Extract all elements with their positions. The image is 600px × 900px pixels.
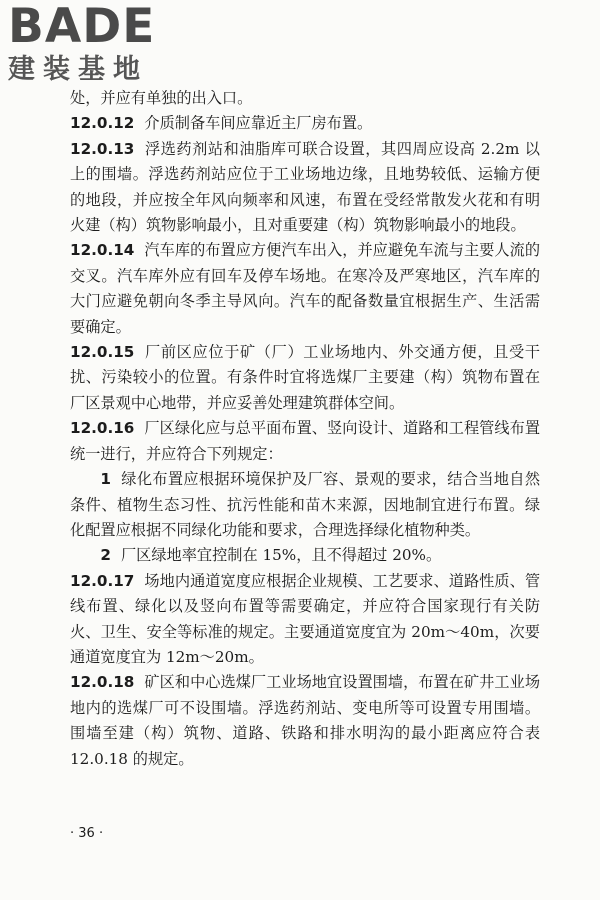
item-text: 厂区绿地率宜控制在 15%，且不得超过 20%。 bbox=[120, 546, 442, 565]
item-number: 1 bbox=[100, 470, 111, 489]
logo-subtitle: 建装基地 bbox=[8, 54, 148, 85]
clause-text: 介质制备车间应靠近主厂房布置。 bbox=[144, 114, 373, 133]
clause-number: 12.0.16 bbox=[70, 419, 135, 438]
document-body bbox=[70, 86, 540, 772]
logo-wordmark: BADE bbox=[8, 0, 156, 54]
page-number: · 36 · bbox=[70, 826, 104, 841]
clause-text: 厂区绿化应与总平面布置、竖向设计、道路和工程管线布置统一进行，并应符合下列规定： bbox=[70, 419, 540, 463]
clause-12-0-16 bbox=[70, 416, 540, 467]
clause-text: 浮选药剂站和油脂库可联合设置，其四周应设高 2.2m 以上的围墙。浮选药剂站应位于工业场地边缘，且地势较低、运输方便的地段，并应按全年风向频率和风速，布置在受经常散发火花和有明火建（构）筑物影响最小，且对重要建（构）筑物影响最小的地段。 bbox=[70, 139, 540, 235]
list-item bbox=[70, 467, 540, 543]
clause-12-0-12 bbox=[70, 111, 540, 136]
continued-text: 处，并应有单独的出入口。 bbox=[70, 89, 253, 107]
clause-12-0-14 bbox=[70, 238, 540, 340]
list-item bbox=[70, 543, 540, 568]
clause-number: 12.0.18 bbox=[70, 673, 135, 692]
clause-number: 12.0.12 bbox=[70, 114, 135, 133]
clause-text: 汽车库的布置应方便汽车出入，并应避免车流与主要人流的交叉。汽车库外应有回车及停车场地。在寒冷及严寒地区，汽车库的大门应避免朝向冬季主导风向。汽车的配备数量宜根据生产、生活需要确定。 bbox=[70, 241, 540, 336]
clause-12-0-13 bbox=[70, 137, 540, 239]
clause-text: 矿区和中心选煤厂工业场地宜设置围墙，布置在矿井工业场地内的选煤厂可不设围墙。浮选药剂站、变电所等可设置专用围墙。围墙至建（构）筑物、道路、铁路和排水明沟的最小距离应符合表 12.0.18 的规定。 bbox=[70, 673, 540, 768]
clause-12-0-18 bbox=[70, 670, 540, 772]
clause-12-0-15 bbox=[70, 340, 540, 416]
clause-text: 厂前区应位于矿（厂）工业场地内、外交通方便，且受干扰、污染较小的位置。有条件时宜将选煤厂主要建（构）筑物布置在厂区景观中心地带，并应妥善处理建筑群体空间。 bbox=[70, 343, 540, 412]
clause-text: 场地内通道宽度应根据企业规模、工艺要求、道路性质、管线布置、绿化以及竖向布置等需要确定，并应符合国家现行有关防火、卫生、安全等标准的规定。主要通道宽度宜为 20m～40m，次要通道宽度宜为 12m～20m。 bbox=[70, 571, 540, 666]
item-number: 2 bbox=[100, 546, 111, 565]
clause-number: 12.0.14 bbox=[70, 241, 135, 260]
clause-number: 12.0.15 bbox=[70, 343, 135, 362]
clause-number: 12.0.13 bbox=[70, 139, 135, 158]
item-text: 绿化布置应根据环境保护及厂容、景观的要求，结合当地自然条件、植物生态习性、抗污性能和苗木来源，因地制宜进行布置。绿化配置应根据不同绿化功能和要求，合理选择绿化植物种类。 bbox=[70, 470, 540, 539]
clause-12-0-17 bbox=[70, 569, 540, 671]
clause-number: 12.0.17 bbox=[70, 571, 135, 590]
logo bbox=[8, 2, 188, 88]
